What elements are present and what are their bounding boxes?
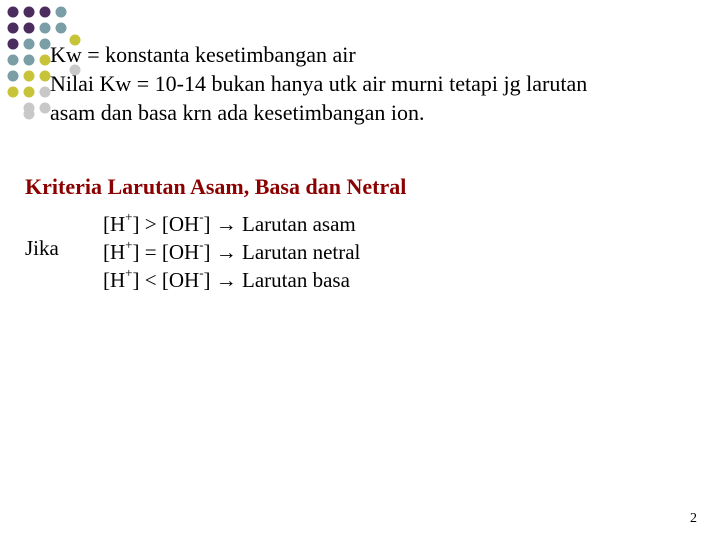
close-bracket: ] [203,268,211,292]
result-label: Larutan asam [242,212,356,236]
intro-text [50,40,690,127]
comparison-operator: < [144,268,157,292]
decor-dot [8,71,19,82]
decor-dot [8,39,19,50]
decor-dot [56,23,67,34]
arrow-icon: → [215,240,237,264]
close-bracket: ] [203,240,211,264]
decor-dot [24,39,35,50]
decor-dot [40,55,51,66]
criteria-row-asam [103,210,360,238]
decor-dot [24,55,35,66]
decor-dot [40,7,51,18]
intro-line-nilai: Nilai Kw = 10-14 bukan hanya utk air murni tetapi jg larutan [50,71,588,96]
plus-sign: + [125,265,133,280]
intro-line-kw: Kw = konstanta kesetimbangan air [50,42,356,67]
close-bracket: ] [132,268,140,292]
decor-dot [24,87,35,98]
arrow-icon: → [215,268,237,292]
decor-dot [8,87,19,98]
arrow-icon: → [215,212,237,236]
plus-sign: + [125,237,133,252]
oh-bracket: [OH [161,212,200,236]
h-bracket: [H [103,212,126,236]
oh-bracket: [OH [161,268,200,292]
criteria-row-basa [103,266,360,294]
decor-dot [40,103,51,114]
decor-dot [40,87,51,98]
decor-dot [24,23,35,34]
comparison-operator: > [144,212,157,236]
close-bracket: ] [132,212,140,236]
criteria-row-netral [103,238,360,266]
page-number: 2 [690,511,697,526]
decor-dot [40,23,51,34]
decor-dot [56,7,67,18]
decor-dot [8,55,19,66]
comparison-operator: = [144,240,157,264]
minus-sign: - [199,209,204,224]
decor-dot [40,71,51,82]
oh-bracket: [OH [161,240,200,264]
h-bracket: [H [103,268,126,292]
close-bracket: ] [203,212,211,236]
decor-dot [8,7,19,18]
criteria-list [103,210,360,294]
decor-dot [24,71,35,82]
plus-sign: + [125,209,133,224]
close-bracket: ] [132,240,140,264]
minus-sign: - [199,265,204,280]
decor-dot [40,39,51,50]
jika-label: Jika [25,236,59,260]
decor-dot [24,109,35,120]
result-label: Larutan basa [242,268,350,292]
criteria-heading: Kriteria Larutan Asam, Basa dan Netral [25,174,407,199]
result-label: Larutan netral [242,240,361,264]
decor-dot [8,23,19,34]
intro-line-asam: asam dan basa krn ada kesetimbangan ion. [50,100,425,125]
minus-sign: - [199,237,204,252]
decor-dot [24,7,35,18]
h-bracket: [H [103,240,126,264]
